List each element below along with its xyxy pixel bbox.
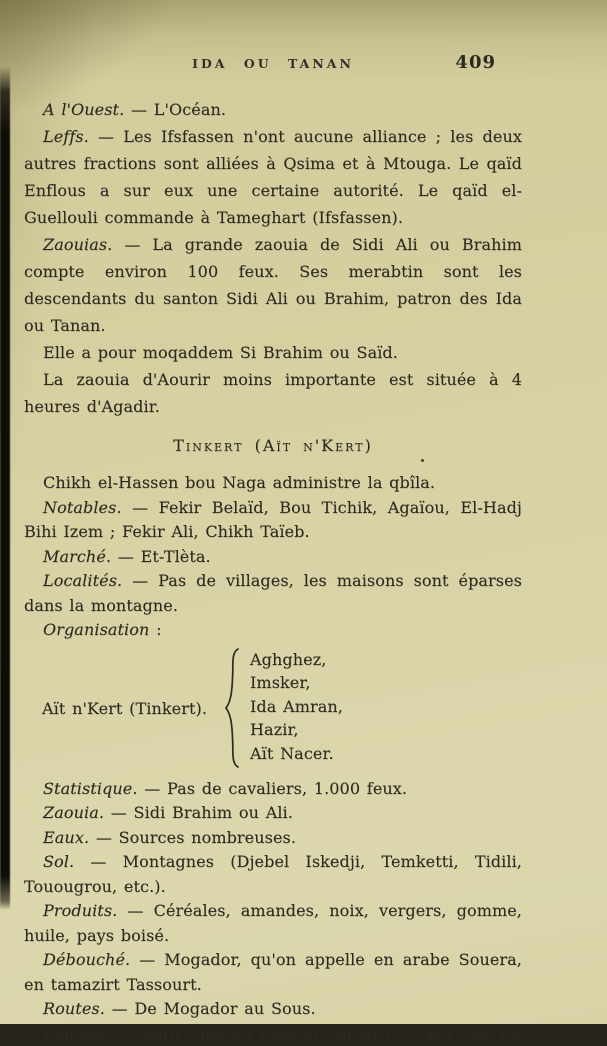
organisation-table [24,647,522,771]
section-heading-tinkert: Tinkert (Aït n'Kert) [24,436,522,455]
running-head [24,56,522,76]
paragraph [24,496,522,545]
fraction-item: Ida Amran, [250,695,343,719]
paragraph-lead: Marché. [43,547,111,566]
paragraph-lead: Zaouias. [43,235,112,254]
paragraph-text: — L'Océan. [124,100,226,119]
paragraph [24,96,522,123]
paragraph-lead: A l'Ouest. [43,100,124,119]
paragraph-lead: Localités. [43,571,122,590]
paragraph-text: : [149,620,161,639]
paragraph [24,801,522,826]
section-ida-ou-tanan [24,96,522,420]
paragraph-text: Elle a pour moqaddem Si Brahim ou Saïd. [43,343,398,362]
paragraph-text: — Les Ifsfassen n'ont aucune alliance ; les deux autres fractions sont alliées à Qsima et à Mtouga. Le qaïd Enflous a sur eux une certaine autorité. Le qaïd el-Guellouli commande à Tameghart (Ifsfassen). [24,127,522,227]
paragraph-text: — Pas de cavaliers, 1.000 feux. [138,779,408,798]
paragraph-lead: Organisation [43,620,149,639]
paragraph-lead: Zaouia. [43,803,104,822]
paragraph-lead: Produits. [43,901,117,920]
paragraph [24,231,522,339]
paragraph [24,1022,522,1046]
paragraph-lead: Sol. [43,852,74,871]
paragraph [24,545,522,570]
paragraph-lead: Leffs. [43,127,89,146]
paragraph-text: — De Mogador au Sous. [105,999,316,1018]
paragraph [24,339,522,366]
paragraph [24,123,522,231]
paragraph-lead: Eaux. [43,828,89,847]
paragraph-text: — La grande zaouia de Sidi Ali ou Brahim compte environ 100 feux. Ses merabtin sont les descendants du santon Sidi Ali ou Brahim, patron des Ida ou Tanan. [24,235,522,335]
paragraph [24,366,522,420]
paragraph [24,948,522,997]
page-content [24,56,522,1046]
organisation-fractions-list [250,648,343,766]
paragraph-text: — Fekir Belaïd, Bou Tichik, Agaïou, El-Hadj Bihi Izem ; Fekir Ali, Chikh Taïeb. [24,498,522,542]
paragraph-lead: Limites. [43,1024,109,1043]
ink-speck [421,459,424,462]
paragraph-text: — Mogador, qu'on appelle en arabe Souera, en tamazirt Tassourt. [24,950,522,994]
page-left-edge-shadow [0,66,10,910]
paragraph [24,850,522,899]
paragraph [24,997,522,1022]
running-title: IDA OU TANAN [24,56,522,71]
paragraph-text: — Céréales, amandes, noix, vergers, gomme, huile, pays boisé. [24,901,522,945]
paragraph [24,777,522,802]
paragraph-text: Chikh el-Hassen bou Naga administre la qbîla. [43,473,435,492]
organisation-label: Aït n'Kert (Tinkert). [42,699,207,718]
paragraph-text: — Et-Tlèta. [111,547,211,566]
page-number: 409 [455,52,496,73]
paragraph [24,826,522,851]
paragraph-text: — Pas de villages, les maisons sont éparses dans la montagne. [24,571,522,615]
paragraph-lead: Routes. [43,999,105,1018]
section-tinkert [24,471,522,1046]
paragraph-text: — Nord : Ida ou Kazzou, Aït Aïçi. — Est : Aït ou [109,1024,522,1043]
fraction-item: Aït Nacer. [250,742,343,766]
paragraph [24,471,522,496]
paragraph-text: — Sidi Brahim ou Ali. [104,803,293,822]
paragraph [24,899,522,948]
left-curly-brace-icon [224,647,240,769]
paragraph-text: — Montagnes (Djebel Iskedji, Temketti, Tidili, Touougrou, etc.). [24,852,522,896]
paragraph [24,569,522,618]
fraction-item: Hazir, [250,718,343,742]
paragraph-lead: Statistique. [43,779,138,798]
paragraph-text: — Sources nombreuses. [89,828,296,847]
paragraph-lead: Notables. [43,498,122,517]
fraction-item: Imsker, [250,671,343,695]
paragraph-text: La zaouia d'Aourir moins importante est située à 4 heures d'Agadir. [24,370,522,416]
paragraph [24,618,522,643]
fraction-item: Aghghez, [250,648,343,672]
paragraph-lead: Débouché. [43,950,130,969]
page-body [24,96,522,1046]
